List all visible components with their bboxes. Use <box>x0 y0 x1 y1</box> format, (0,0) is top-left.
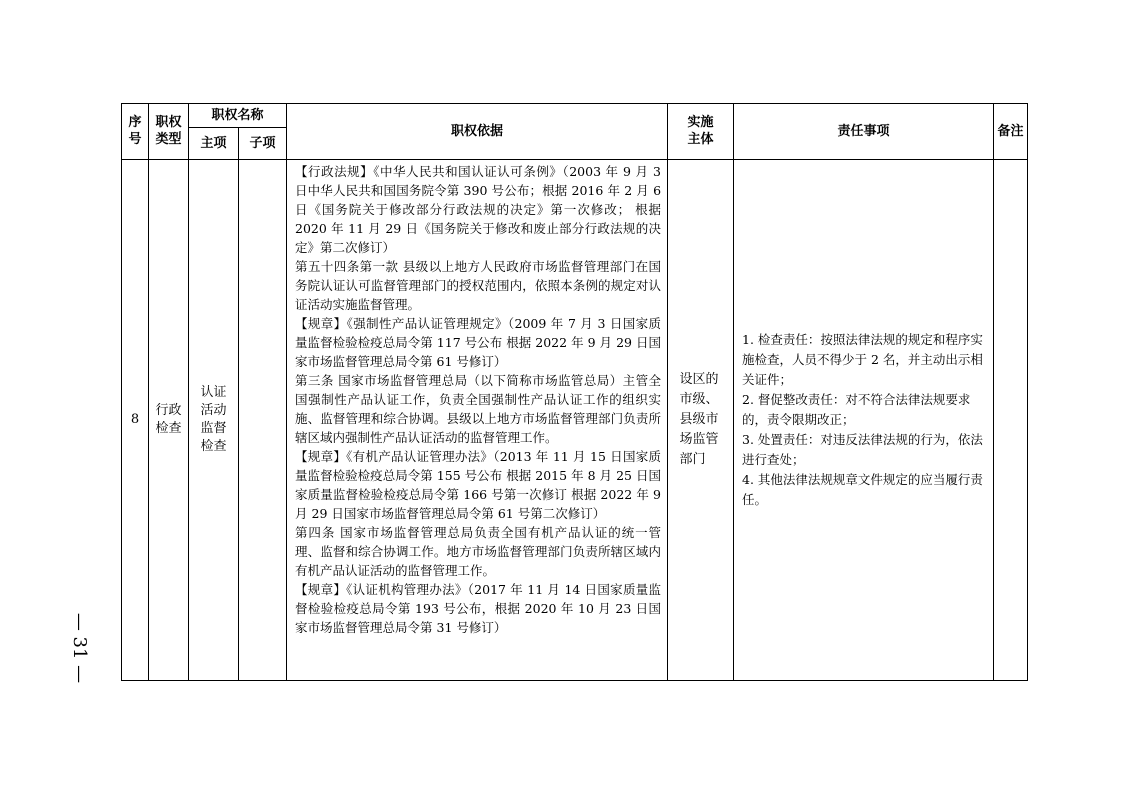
basis-paragraph: 【规章】《强制性产品认证管理规定》（2009 年 7 月 3 日国家质量监督检验检疫总局令第 117 号公布 根据 2022 年 9 月 29 日国家市场监督管理总局令第 61 号修订） <box>295 316 662 369</box>
header-remark: 备注 <box>994 104 1028 160</box>
table-header <box>122 104 1028 160</box>
cell-seq: 8 <box>122 160 149 681</box>
basis-paragraph: 第四条 国家市场监督管理总局负责全国有机产品认证的统一管理、监督和综合协调工作。地方市场监督管理部门负责所辖区域内有机产品认证活动的监督管理工作。 <box>295 525 662 578</box>
basis-paragraph: 第三条 国家市场监督管理总局（以下简称市场监管总局）主管全国强制性产品认证工作，负责全国强制性产品认证工作的组织实施、监督管理和综合协调。县级以上地方市场监督管理部门负责所辖区域内强制性产品认证活动的监督管理工作。 <box>295 373 662 445</box>
header-power-name: 职权名称 <box>189 104 287 128</box>
cell-subject: 设区的市级、县级市场监管部门 <box>668 160 734 681</box>
cell-basis <box>287 160 668 681</box>
page-number: — 31 — <box>69 612 91 684</box>
cell-sub-item <box>239 160 287 681</box>
responsibility-item: 2. 督促整改责任：对不符合法律法规要求的，责令限期改正； <box>742 392 971 427</box>
cell-main-item: 认证活动监督检查 <box>189 160 239 681</box>
table-row <box>122 160 1028 681</box>
basis-paragraph: 第五十四条第一款 县级以上地方人民政府市场监督管理部门在国务院认证认可监督管理部门的授权范围内，依照本条例的规定对认证活动实施监督管理。 <box>295 259 662 312</box>
header-sub-item: 子项 <box>239 128 287 160</box>
header-main-item: 主项 <box>189 128 239 160</box>
header-power-type: 职权类型 <box>149 104 189 160</box>
header-basis: 职权依据 <box>287 104 668 160</box>
cell-remark <box>994 160 1028 681</box>
cell-power-type: 行政检查 <box>149 160 189 681</box>
header-responsibility: 责任事项 <box>734 104 994 160</box>
basis-paragraph: 【规章】《有机产品认证管理办法》（2013 年 11 月 15 日国家质量监督检验检疫总局令第 155 号公布 根据 2015 年 8 月 25 日国家质量监督检验检疫总局令第 166 号第一次修订 根据 2022 年 9 月 29 日国家市场监督管理总局令第 61 号第二次修订） <box>295 449 662 521</box>
responsibility-item: 3. 处置责任：对违反法律法规的行为，依法进行查处； <box>742 432 983 467</box>
header-subject: 实施主体 <box>668 104 734 160</box>
cell-responsibility <box>734 160 994 681</box>
header-seq: 序号 <box>122 104 149 160</box>
basis-paragraph: 【规章】《认证机构管理办法》（2017 年 11 月 14 日国家质量监督检验检疫总局令第 193 号公布，根据 2020 年 10 月 23 日国家市场监督管理总局令第 31 号修订） <box>295 582 662 635</box>
basis-paragraph: 【行政法规】《中华人民共和国认证认可条例》（2003 年 9 月 3 日中华人民共和国国务院令第 390 号公布；根据 2016 年 2 月 6 日《国务院关于修改部分行政法规的决定》第一次修改； 根据 2020 年 11 月 29 日《国务院关于修改和废止部分行政法规的决定》第二次修订） <box>295 164 662 255</box>
power-responsibility-table <box>121 103 1028 681</box>
responsibility-item: 1. 检查责任：按照法律法规的规定和程序实施检查，人员不得少于 2 名，并主动出示相关证件； <box>742 332 983 387</box>
responsibility-item: 4. 其他法律法规规章文件规定的应当履行责任。 <box>742 472 983 507</box>
